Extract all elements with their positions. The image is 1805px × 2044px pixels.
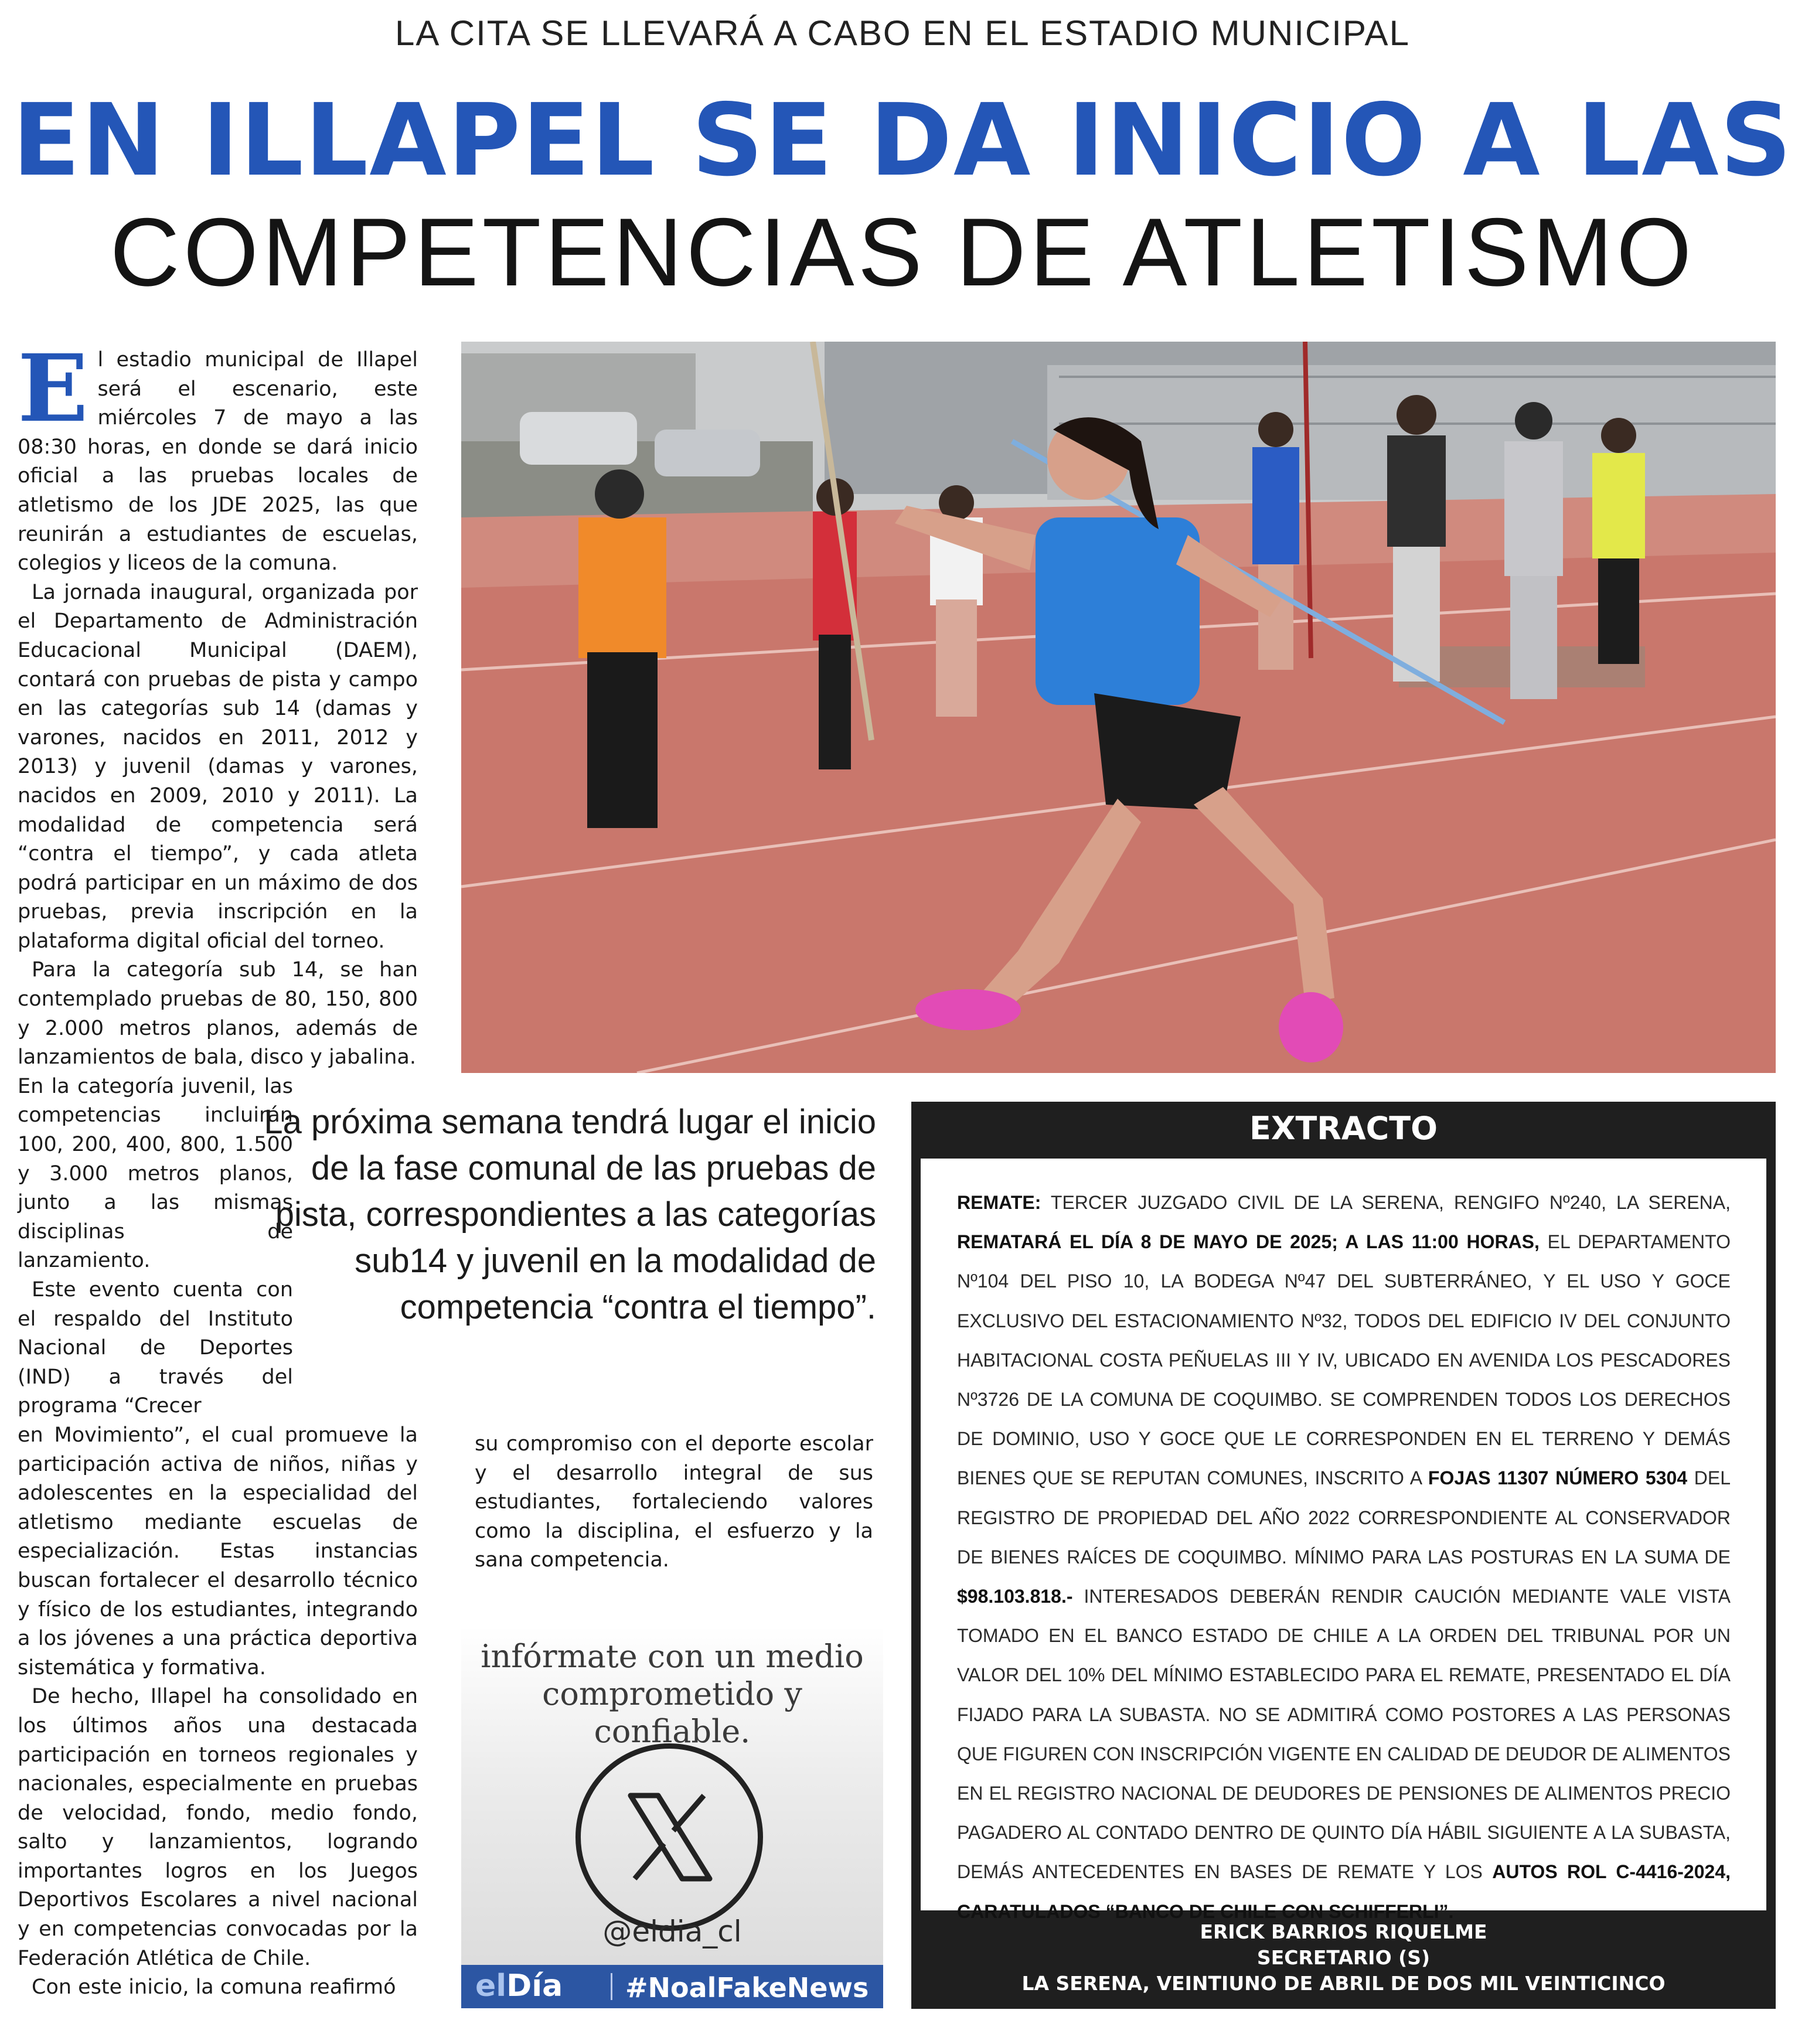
signature-place-date: LA SERENA, VEINTIUNO DE ABRIL DE DOS MIL VEINTICINCO [1021, 1972, 1666, 1995]
x-logo-icon [575, 1743, 763, 1931]
article-paragraph-6-continued: su compromiso con el deporte escolar y el desarrollo integral de sus estudiantes, fortaleciendo valores como la disciplina, el esfuerzo y la sana competencia. [475, 1432, 873, 1572]
signature-role: SECRETARIO (S) [1256, 1946, 1431, 1969]
article-paragraph-6: Con este inicio, la comuna reafirmó [32, 1975, 396, 1999]
article-paragraph-1-rest: en donde se dará inicio oficial a las pruebas locales de atletismo de los JDE 2025, las que reunirán a estudiantes de escuelas, colegios y liceos de la comuna. [18, 435, 418, 575]
signature-name: ERICK BARRIOS RIQUELME [1200, 1920, 1487, 1943]
article-paragraph-2: La jornada inaugural, organizada por el Departamento de Administración Educacional Municipal (DAEM), contará con pruebas de pista y campo en las categorías sub 14 (damas y varones, nacidos en 2011, 2012 y 2013) y juvenil (damas y varones, nacidos en 2009, 2010 y 2011). La modalidad de competencia será “contra el tiempo”, y cada atleta podrá participar en un máximo de dos pruebas, previa inscripción en la plataforma digital oficial del torneo. [18, 580, 418, 953]
article-paragraph-4-wrap: Este evento cuenta con el respaldo del Instituto Nacional de Deportes (IND) a través del programa “Crecer [18, 1278, 293, 1418]
pull-quote: La próxima semana tendrá lugar el inicio de la fase comunal de las pruebas de pista, correspondientes a las categorías sub14 y juvenil en la modalidad de competencia “contra el tiempo”. [264, 1103, 876, 1326]
extracto-signature [911, 1919, 1776, 1997]
headline-line-1: EN ILLAPEL SE DA INICIO A LAS [12, 83, 1793, 199]
extracto-body [921, 1159, 1766, 1922]
eldia-logo: elDía [475, 1968, 563, 2004]
athletics-photo [461, 342, 1776, 1073]
ad-headline-line-2: comprometido y confiable. [542, 1675, 802, 1750]
article-paragraph-3: Para la categoría sub 14, se han contemplado pruebas de 80, 150, 800 y 2.000 metros planos, además de lanzamientos de bala, disco y jabalina. [18, 958, 418, 1069]
extracto-title: EXTRACTO [1249, 1110, 1438, 1147]
eldia-ad [461, 1626, 883, 2008]
article-paragraph-5: De hecho, Illapel ha consolidado en los últimos años una destacada participación en torneos regionales y nacionales, especialmente en pruebas de velocidad, fondo, medio fondo, salto y lanzamientos, logrando importantes logros en los Juegos Deportivos Escolares a nivel nacional y en competencias convocadas por la Federación Atlética de Chile. [18, 1685, 418, 1970]
article-paragraph-3-wrap: En la categoría juvenil, las competencias incluirán 100, 200, 400, 800, 1.500 y 3.000 metros planos, junto a las mismas disciplinas de lanzamiento. [18, 1074, 293, 1273]
headline-line-2: COMPETENCIAS DE ATLETISMO [110, 198, 1695, 306]
extracto-box [911, 1102, 1776, 2009]
extracto-text: REMATE: TERCER JUZGADO CIVIL DE LA SERENA, RENGIFO Nº240, LA SERENA, REMATARÁ EL DÍA 8 DE MAYO DE 2025; A LAS 11:00 HORAS, EL DEPARTAMENTO Nº104 DEL PISO 10, LA BODEGA Nº47 DEL SUBTERRÁNEO, Y EL USO Y GOCE EXCLUSIVO DEL ESTACIONAMIENTO Nº32, TODOS DEL EDIFICIO IV DEL CONJUNTO HABITACIONAL COSTA PEÑUELAS III Y IV, UBICADO EN AVENIDA LOS PESCADORES Nº3726 DE LA COMUNA DE COQUIMBO. SE COMPRENDEN TODOS LOS DERECHOS DE DOMINIO, USO Y GOCE QUE LE CORRESPONDEN EN EL TERRENO Y DEMÁS BIENES QUE SE REPUTAN COMUNES, INSCRITO A FOJAS 11307 NÚMERO 5304 DEL REGISTRO DE PROPIEDAD DEL AÑO 2022 CORRESPONDIENTE AL CONSERVADOR DE BIENES RAÍCES DE COQUIMBO. MÍNIMO PARA LAS POSTURAS EN LA SUMA DE $98.103.818.- INTERESADOS DEBERÁN RENDIR CAUCIÓN MEDIANTE VALE VISTA TOMADO EN EL BANCO ESTADO DE CHILE A LA ORDEN DEL TRIBUNAL POR UN VALOR DEL 10% DEL MÍNIMO ESTABLECIDO PARA EL REMATE, PRESENTADO EL DÍA FIJADO PARA LA SUBASTA. NO SE ADMITIRÁ COMO POSTORES A LAS PERSONAS QUE FIGUREN CON INSCRIPCIÓN VIGENTE EN CALIDAD DE DEUDOR DE ALIMENTOS EN EL REGISTRO NACIONAL DE DEUDORES DE PENSIONES DE ALIMENTOS PRECIO PAGADERO AL CONTADO DENTRO DE QUINTO DÍA HÁBIL SIGUIENTE A LA SUBASTA, DEMÁS ANTECEDENTES EN BASES DE REMATE Y LOS AUTOS ROL C-4416-2024, CARATULADOS “BANCO DE CHILE CON SCHIFFERLI”. [957, 1192, 1731, 1922]
article-paragraph-1-lead: l estadio municipal de Illapel será el escenario, este miércoles 7 de mayo a las 08:30 horas, [18, 348, 418, 459]
article-wrap-block [18, 1072, 293, 1421]
ad-brand-bar [461, 1965, 883, 2008]
article-paragraph-1 [18, 335, 418, 578]
ad-headline-line-1: infórmate con un medio [481, 1638, 864, 1675]
ad-separator [611, 1973, 612, 2000]
kicker: LA CITA SE LLEVARÁ A CABO EN EL ESTADIO MUNICIPAL [395, 13, 1410, 53]
article-column-2 [475, 1430, 873, 1575]
ad-handle[interactable]: @eldia_cl [602, 1914, 742, 1948]
drop-cap: E [18, 335, 88, 443]
ad-hashtag[interactable]: #NoalFakeNews [625, 1972, 869, 2004]
article-paragraph-4-rest: en Movimiento”, el cual promueve la participación activa de niños, niñas y adolescentes en la especialidad del atletismo mediante escuelas de especialización. Estas instancias buscan fortalecer el desarrollo técnico y físico de los estudiantes, integrando a los jóvenes a una práctica deportiva sistemática y formativa. [18, 1423, 418, 1680]
ad-headline [461, 1638, 883, 1750]
